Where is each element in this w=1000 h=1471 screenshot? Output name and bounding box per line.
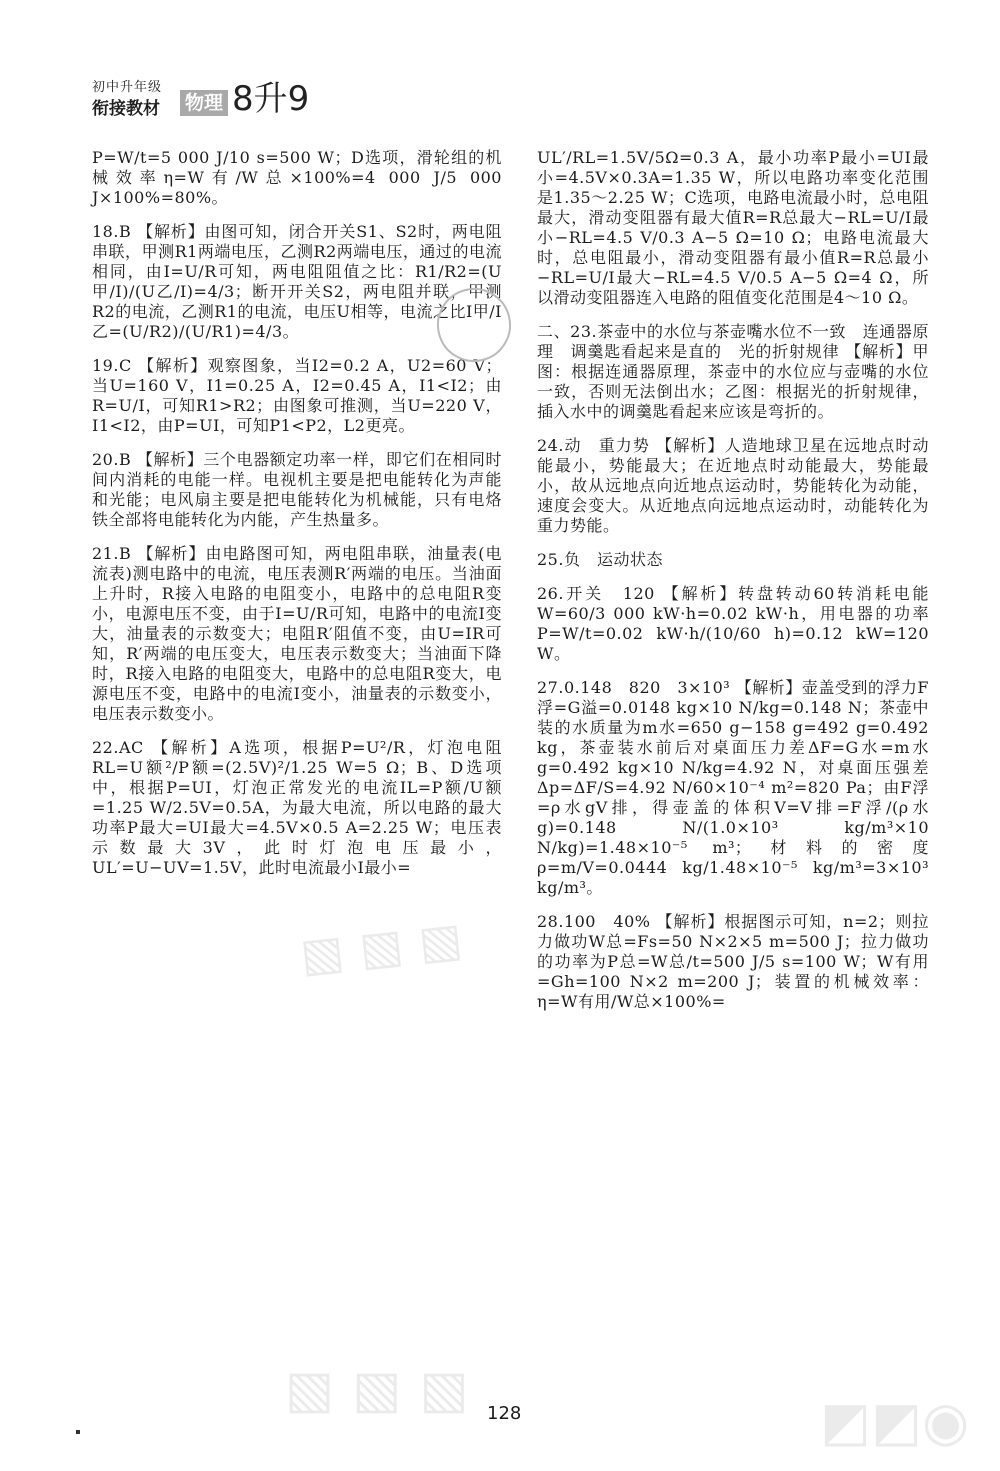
answer-21: 21.B 【解析】由电路图可知，两电阻串联，油量表(电流表)测电路中的电流，电压表测R′两端的电压。当油面上升时，R接入电路的电阻变小，电路中的总电阻R变小，电源电压不变，由于I=U/R可知，电路中的电流I变大，油量表的示数变大；电阻R′阻值不变，由U=IR可知，R′两端的电压变大，电压表示数变大；当油面下降时，R接入电路的电阻变大，电路中的总电阻R变大，电源电压不变，电路中的电流I变小，油量表的示数变小，电压表示数变小。 [92, 544, 502, 723]
answer-26: 26.开关 120 【解析】转盘转动60转消耗电能W=60/3 000 kW·h=0.02 kW·h，用电器的功率P=W/t=0.02 kW·h/(10/60 h)=0.12 kW=120 W。 [537, 584, 929, 663]
page-number: 128 [487, 1403, 522, 1424]
answer-22-continued: UL′/RL=1.5V/5Ω=0.3 A，最小功率P最小=UI最小=4.5V×0.3A=1.35 W，所以电路功率变化范围是1.35～2.25 W；C选项，电路电流最小时，总电阻最大，滑动变阻器有最大值R=R总最大−RL=U/I最小−RL=4.5 V/0.3 A−5 Ω=10 Ω；电路电流最大时，总电阻最小，滑动变阻器有最小值R=R总最小−RL=U/I最大−RL=4.5 V/0.5 A−5 Ω=4 Ω，所以滑动变阻器连入电路的阻值变化范围是4～10 Ω。 [537, 148, 929, 307]
header-series-label: 初中升年级 [92, 80, 163, 95]
margin-dot [76, 1430, 80, 1434]
answer-24: 24.动 重力势 【解析】人造地球卫星在远地点时动能最小，势能最大；在近地点时动能最大，势能最小，故从远地点向近地点运动时，势能转化为动能，速度会变大。从近地点向远地点运动时，动能转化为重力势能。 [537, 436, 929, 535]
header-subject-badge: 物理 [180, 90, 228, 116]
header-book-type: 衔接教材 [92, 99, 160, 119]
left-column [92, 148, 502, 892]
answer-17-tail: P=W/t=5 000 J/10 s=500 W；D选项，滑轮组的机械效率η=W有/W总×100%=4 000 J/5 000 J×100%=80%。 [92, 148, 502, 207]
right-column [537, 148, 929, 1026]
corner-logo-icon: ◩◩◉ [820, 1390, 970, 1453]
answer-22: 22.AC 【解析】A选项，根据P=U²/R，灯泡电阻RL=U额²/P额=(2.5V)²/1.25 W=5 Ω；B、D选项中，根据P=UI，灯泡正常发光的电流IL=P额/U额=1.25 W/2.5V=0.5A，为最大电流，所以电路的最大功率P最大=UI最大=4.5V×0.5 A=2.25 W；电压表示数最大3V，此时灯泡电压最小，UL′=U−UV=1.5V，此时电流最小I最小= [92, 738, 502, 877]
watermark-center: ▧ ▧ ▧ [297, 911, 465, 983]
header-grade: 8升9 [232, 79, 310, 119]
answer-19: 19.C 【解析】观察图象，当I2=0.2 A，U2=60 V；当U=160 V，I1=0.25 A，I2=0.45 A，I1<I2；由R=U/I，可知R1>R2；由图象可推测，当U=220 V，I1<I2，由P=UI，可知P1<P2，L2更亮。 [92, 356, 502, 435]
watermark-bottom: ▧ ▧ ▧ [285, 1360, 469, 1420]
answer-23: 二、23.茶壶中的水位与茶壶嘴水位不一致 连通器原理 调羹匙看起来是直的 光的折射规律 【解析】甲图：根据连通器原理，茶壶中的水位应与壶嘴的水位一致，否则无法倒出水；乙图：根据光的折射规律，插入水中的调羹匙看起来应该是弯折的。 [537, 322, 929, 421]
answer-27: 27.0.148 820 3×10³ 【解析】壶盖受到的浮力F浮=G溢=0.0148 kg×10 N/kg=0.148 N；茶壶中装的水质量为m水=650 g−158 g=492 g=0.492 kg，茶壶装水前后对桌面压力差ΔF=G水=m水g=0.492 kg×10 N/kg=4.92 N，对桌面压强差Δp=ΔF/S=4.92 N/60×10⁻⁴ m²=820 Pa；由F浮=ρ水gV排，得壶盖的体积V=V排=F浮/(ρ水g)=0.148 N/(1.0×10³ kg/m³×10 N/kg)=1.48×10⁻⁵ m³；材料的密度ρ=m/V=0.0444 kg/1.48×10⁻⁵ kg/m³=3×10³ kg/m³。 [537, 678, 929, 897]
answer-18: 18.B 【解析】由图可知，闭合开关S1、S2时，两电阻串联，甲测R1两端电压，乙测R2两端电压，通过的电流相同，由I=U/R可知，两电阻阻值之比：R1/R2=(U甲/I)/(U乙/I)=4/3；断开开关S2，两电阻并联，甲测R2的电流，乙测R1的电流，电压U相等，电流之比I甲/I乙=(U/R2)/(U/R1)=4/3。 [92, 222, 502, 341]
book-header [92, 80, 332, 150]
answer-20: 20.B 【解析】三个电器额定功率一样，即它们在相同时间内消耗的电能一样。电视机主要是把电能转化为声能和光能；电风扇主要是把电能转化为机械能，只有电烙铁全部将电能转化为内能，产生热量多。 [92, 450, 502, 529]
answer-25: 25.负 运动状态 [537, 550, 663, 569]
answer-28: 28.100 40% 【解析】根据图示可知，n=2；则拉力做功W总=Fs=50 N×2×5 m=500 J；拉力做功的功率为P总=W总/t=500 J/5 s=100 W；W有用=Gh=100 N×2 m=200 J；装置的机械效率：η=W有用/W总×100%= [537, 912, 929, 1011]
